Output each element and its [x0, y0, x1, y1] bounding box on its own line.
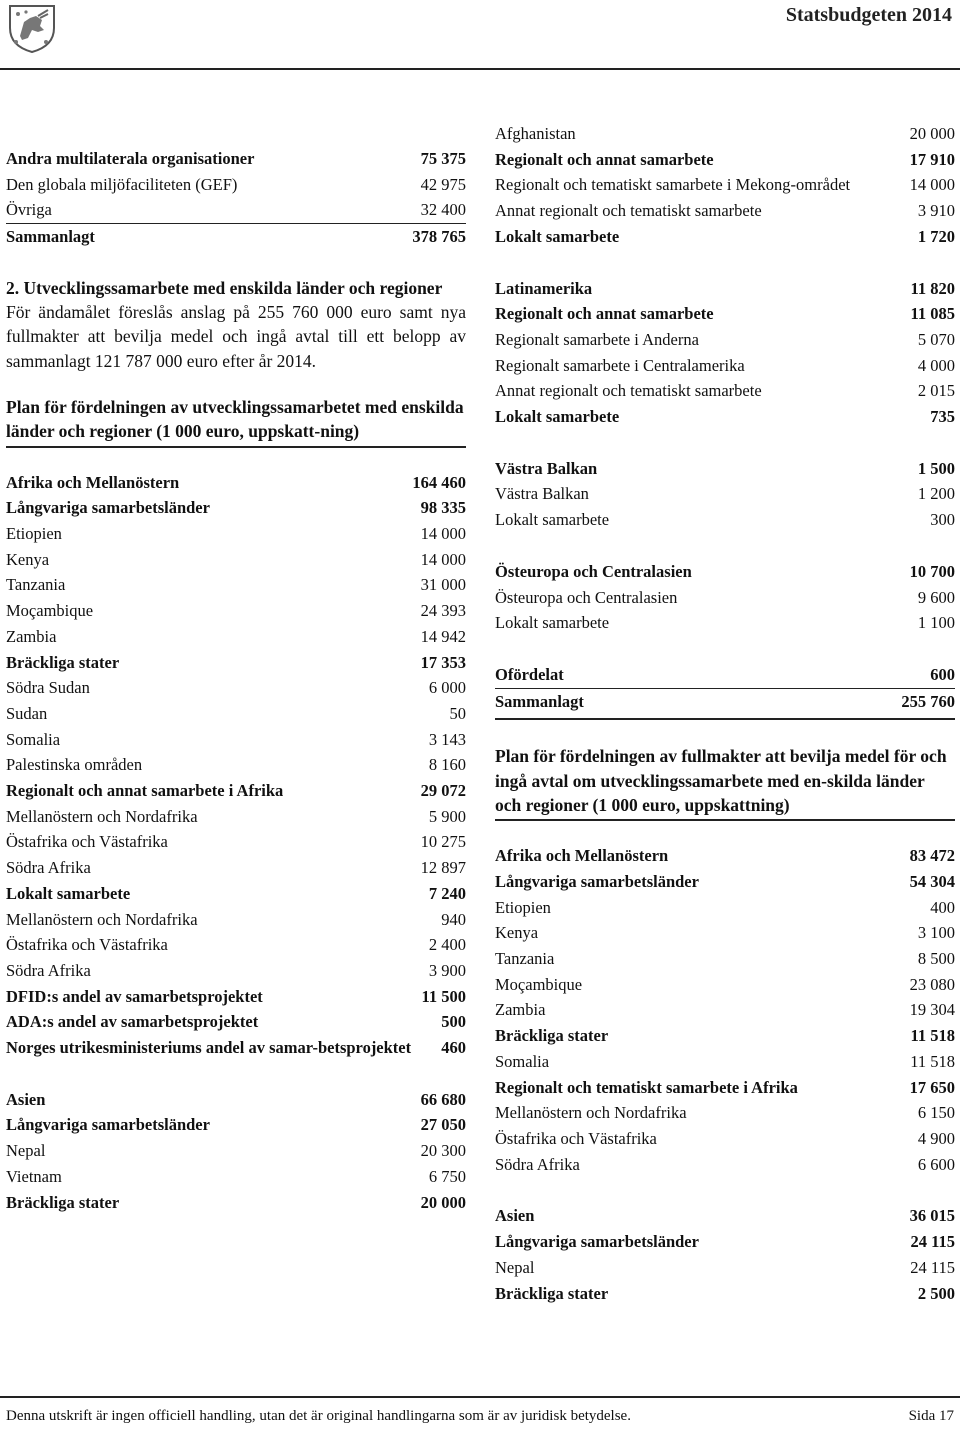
- row-value: 12 897: [420, 858, 466, 878]
- table-row: [495, 843, 955, 869]
- row-label: Regionalt och tematiskt samarbete i Afrika: [495, 1077, 798, 1097]
- table-row: [495, 456, 955, 482]
- row-label: Kenya: [495, 923, 539, 943]
- table-row: [495, 869, 955, 895]
- row-value: 20 000: [909, 124, 955, 143]
- table-row: [495, 895, 955, 921]
- row-label: Tanzania: [6, 575, 66, 595]
- row-label: Etiopien: [6, 524, 62, 543]
- table-row: [495, 1229, 955, 1255]
- row-spacer: [495, 533, 955, 559]
- table-row: [6, 958, 466, 984]
- table-row: [495, 1049, 955, 1075]
- table-row: [6, 146, 466, 172]
- table-row: [6, 984, 466, 1010]
- row-value: 378 765: [412, 227, 466, 247]
- row-value: 5 900: [428, 806, 466, 826]
- row-value: 31 000: [420, 575, 466, 595]
- row-label: Östeuropa och Centralasien: [495, 561, 692, 581]
- row-label: Andra multilaterala organisationer: [6, 149, 255, 168]
- table-row: [495, 404, 955, 430]
- row-value: 255 760: [901, 691, 955, 711]
- table-row: [6, 752, 466, 778]
- row-value: 11 518: [910, 1026, 955, 1046]
- row-value: 20 000: [420, 1192, 466, 1212]
- header-divider: [0, 68, 960, 70]
- table-row: [6, 624, 466, 650]
- multilateral-summary-table: [6, 146, 466, 250]
- table-row: [495, 378, 955, 404]
- row-label: Regionalt och annat samarbete: [495, 304, 714, 324]
- table-row: [495, 327, 955, 353]
- table-row: [495, 147, 955, 173]
- row-value: 1 500: [917, 458, 955, 478]
- row-value: 32 400: [420, 200, 466, 220]
- table-row: [6, 829, 466, 855]
- row-value: 1 100: [917, 613, 955, 633]
- row-label: Bräckliga stater: [6, 652, 120, 672]
- row-label: Långvariga samarbetsländer: [495, 1232, 699, 1252]
- row-label: Somalia: [495, 1051, 550, 1071]
- row-value: 8 500: [917, 949, 955, 969]
- table-row: [495, 121, 955, 147]
- section-body: För ändamålet föreslås anslag på 255 760 000 euro samt nya fullmakter att bevilja medel och ingå avtal till ett belopp av sammanlagt 121 787 000 euro efter år 2014.: [6, 302, 466, 371]
- row-label: Nepal: [6, 1141, 46, 1161]
- row-label: Annat regionalt och tematiskt samarbete: [495, 201, 762, 221]
- table-row: [6, 804, 466, 830]
- table-row: [6, 521, 466, 547]
- table-row: [6, 1035, 466, 1061]
- row-value: 460: [441, 1038, 466, 1058]
- row-label: Annat regionalt och tematiskt samarbete: [495, 381, 762, 401]
- row-label: Asien: [495, 1206, 535, 1226]
- table-row: [6, 1087, 466, 1113]
- row-label: Regionalt och annat samarbete i Afrika: [6, 781, 284, 801]
- row-value: 66 680: [420, 1089, 466, 1109]
- row-value: 54 304: [909, 871, 955, 891]
- table-row: [6, 932, 466, 958]
- left-column: [6, 146, 466, 1215]
- row-value: 14 942: [420, 626, 466, 646]
- row-label: Östafrika och Västafrika: [495, 1128, 657, 1148]
- row-value: 11 500: [421, 986, 466, 1006]
- table-title-authorizations: Plan för fördelningen av fullmakter att bevilja medel för och ingå avtal om utvecklingssamarbete med en-skilda länder och regioner (1 000 euro, uppskattning): [495, 746, 947, 815]
- table-row: [495, 972, 955, 998]
- row-value: 2 015: [917, 381, 955, 401]
- row-label: Moçambique: [495, 974, 583, 994]
- row-value: 11 085: [910, 304, 955, 324]
- table-row: [495, 1255, 955, 1281]
- row-label: Långvariga samarbetsländer: [6, 1115, 210, 1135]
- table-row: [495, 946, 955, 972]
- table-row: [6, 1190, 466, 1216]
- row-label: Långvariga samarbetsländer: [495, 871, 699, 891]
- distribution-table-continued: [495, 121, 955, 714]
- table-row: [6, 572, 466, 598]
- row-label: Somalia: [6, 729, 61, 749]
- row-value: 75 375: [420, 149, 466, 168]
- row-value: 1 720: [917, 226, 955, 246]
- row-value: 17 650: [909, 1077, 955, 1097]
- row-label: Moçambique: [6, 601, 94, 621]
- row-label: Den globala miljöfaciliteten (GEF): [6, 174, 238, 194]
- table-row: [495, 481, 955, 507]
- row-value: 6 750: [428, 1166, 466, 1186]
- table-row: [495, 507, 955, 533]
- row-label: Långvariga samarbetsländer: [6, 498, 210, 518]
- row-value: 300: [930, 510, 955, 530]
- row-value: 17 910: [909, 149, 955, 169]
- table-row: [495, 1023, 955, 1049]
- row-value: 9 600: [917, 587, 955, 607]
- table-row: [495, 1075, 955, 1101]
- row-value: 14 000: [909, 175, 955, 195]
- table-row: [495, 610, 955, 636]
- row-label: Nepal: [495, 1257, 535, 1277]
- authorizations-table: [495, 843, 955, 1306]
- table-row: [6, 855, 466, 881]
- row-label: Östeuropa och Centralasien: [495, 587, 678, 607]
- row-value: 4 900: [917, 1128, 955, 1148]
- table-row: [6, 907, 466, 933]
- row-value: 940: [441, 909, 466, 929]
- table-row: [495, 353, 955, 379]
- table-title-distribution: Plan för fördelningen av utvecklingssamarbetet med enskilda länder och regioner (1 000 euro, uppskatt-ning): [6, 397, 464, 442]
- total-row: [6, 223, 466, 250]
- row-label: Afghanistan: [495, 124, 576, 143]
- row-label: Zambia: [495, 1000, 546, 1020]
- table-row: [6, 470, 466, 496]
- row-label: Palestinska områden: [6, 755, 143, 775]
- row-label: Mellanöstern och Nordafrika: [495, 1103, 687, 1123]
- row-value: 20 300: [420, 1141, 466, 1161]
- table-row: [495, 301, 955, 327]
- row-value: 10 275: [420, 832, 466, 852]
- table-row: [495, 172, 955, 198]
- row-value: 14 000: [420, 524, 466, 543]
- row-value: 3 100: [917, 923, 955, 943]
- page-number: Sida 17: [908, 1408, 954, 1424]
- total-row: [495, 688, 955, 715]
- table-row: [6, 881, 466, 907]
- table-row: [6, 1009, 466, 1035]
- row-spacer: [495, 430, 955, 456]
- row-label: Västra Balkan: [495, 458, 598, 478]
- table-row: [6, 1112, 466, 1138]
- row-label: Västra Balkan: [495, 484, 589, 504]
- table-row: [6, 778, 466, 804]
- row-label: Sudan: [6, 703, 48, 723]
- row-value: 6 150: [917, 1103, 955, 1123]
- row-label: Södra Afrika: [495, 1154, 580, 1174]
- table-row: [495, 997, 955, 1023]
- row-label: Ofördelat: [495, 664, 564, 684]
- table-row: [6, 547, 466, 573]
- row-spacer: [495, 1177, 955, 1203]
- table-row: [6, 172, 466, 198]
- table-row: [6, 727, 466, 753]
- row-label: Östafrika och Västafrika: [6, 832, 168, 852]
- row-value: 27 050: [420, 1115, 466, 1135]
- table-row: [6, 1164, 466, 1190]
- row-value: 83 472: [909, 846, 955, 866]
- row-label: Mellanöstern och Nordafrika: [6, 806, 198, 826]
- row-label: Lokalt samarbete: [6, 883, 131, 903]
- row-value: 42 975: [420, 174, 466, 194]
- row-label: Södra Afrika: [6, 858, 91, 878]
- row-label: Bräckliga stater: [495, 1026, 609, 1046]
- section-heading: 2. Utvecklingssamarbete med enskilda länder och regioner: [6, 277, 443, 298]
- table-row: [495, 1281, 955, 1307]
- row-label: Bräckliga stater: [495, 1283, 609, 1303]
- row-value: 29 072: [420, 781, 466, 801]
- row-value: 3 143: [428, 729, 466, 749]
- row-label: Mellanöstern och Nordafrika: [6, 909, 198, 929]
- row-value: 24 115: [910, 1232, 955, 1252]
- row-label: Vietnam: [6, 1166, 62, 1186]
- table-row: [495, 198, 955, 224]
- row-value: 4 000: [917, 355, 955, 375]
- row-value: 2 400: [428, 935, 466, 955]
- table-row: [495, 920, 955, 946]
- table-title-rule: [6, 446, 466, 448]
- table-row: [495, 1100, 955, 1126]
- row-value: 5 070: [917, 329, 955, 349]
- row-value: 23 080: [909, 974, 955, 994]
- row-label: Lokalt samarbete: [495, 613, 610, 633]
- table-row: [6, 650, 466, 676]
- row-label: Sammanlagt: [495, 691, 584, 711]
- row-value: 10 700: [909, 561, 955, 581]
- row-value: 14 000: [420, 549, 466, 569]
- row-label: Regionalt samarbete i Anderna: [495, 329, 699, 349]
- table-row: [6, 197, 466, 223]
- table-row: [6, 495, 466, 521]
- row-value: 6 000: [428, 678, 466, 698]
- row-spacer: [495, 250, 955, 276]
- row-value: 3 910: [917, 201, 955, 221]
- row-label: Etiopien: [495, 897, 551, 917]
- row-label: Bräckliga stater: [6, 1192, 120, 1212]
- row-value: 50: [449, 703, 466, 723]
- coat-of-arms-logo: [4, 2, 60, 54]
- document-header-title: Statsbudgeten 2014: [785, 4, 952, 26]
- row-value: 24 115: [910, 1257, 955, 1277]
- row-value: 735: [930, 407, 955, 427]
- distribution-table: [6, 470, 466, 1216]
- row-spacer: [6, 1061, 466, 1087]
- row-label: Lokalt samarbete: [495, 226, 620, 246]
- row-value: 8 160: [428, 755, 466, 775]
- row-label: DFID:s andel av samarbetsprojektet: [6, 986, 263, 1006]
- row-label: Latinamerika: [495, 278, 593, 298]
- row-label: Kenya: [6, 549, 50, 569]
- row-label: Zambia: [6, 626, 57, 646]
- right-column: [495, 121, 955, 1306]
- table-row: [495, 662, 955, 688]
- row-label: Afrika och Mellanöstern: [495, 846, 669, 866]
- row-label: Sammanlagt: [6, 227, 95, 247]
- row-value: 6 600: [917, 1154, 955, 1174]
- row-label: Asien: [6, 1089, 46, 1109]
- row-value: 1 200: [917, 484, 955, 504]
- table-row: [6, 675, 466, 701]
- table-title-rule: [495, 819, 955, 821]
- row-label: Regionalt och tematiskt samarbete i Mekong-området: [495, 175, 851, 195]
- row-value: 11 820: [910, 278, 955, 298]
- table-row: [495, 1152, 955, 1178]
- row-label: Södra Sudan: [6, 678, 90, 698]
- row-label: Tanzania: [495, 949, 555, 969]
- row-value: 7 240: [428, 883, 466, 903]
- row-label: ADA:s andel av samarbetsprojektet: [6, 1012, 259, 1032]
- row-label: Övriga: [6, 200, 52, 220]
- row-value: 2 500: [917, 1283, 955, 1303]
- table-row: [495, 276, 955, 302]
- row-value: 500: [441, 1012, 466, 1032]
- row-value: 36 015: [909, 1206, 955, 1226]
- row-value: 11 518: [910, 1051, 955, 1071]
- row-label: Afrika och Mellanöstern: [6, 472, 180, 492]
- row-label: Södra Afrika: [6, 960, 91, 980]
- table-row: [495, 1203, 955, 1229]
- row-value: 17 353: [420, 652, 466, 672]
- table-row: [495, 1126, 955, 1152]
- row-value: 3 900: [428, 960, 466, 980]
- row-value: 164 460: [412, 472, 466, 492]
- footer-divider: [0, 1396, 960, 1398]
- table-row: [6, 598, 466, 624]
- table-row: [495, 559, 955, 585]
- row-label: Norges utrikesministeriums andel av samar-betsprojektet: [6, 1038, 412, 1058]
- table-row: [495, 585, 955, 611]
- row-value: 19 304: [909, 1000, 955, 1020]
- row-value: 400: [930, 897, 955, 917]
- footer-disclaimer: Denna utskrift är ingen officiell handling, utan det är original handlingarna som är av juridisk betydelse.: [6, 1408, 631, 1424]
- row-label: Lokalt samarbete: [495, 510, 610, 530]
- row-label: Regionalt samarbete i Centralamerika: [495, 355, 745, 375]
- table-row: [6, 701, 466, 727]
- table-row: [6, 1138, 466, 1164]
- row-value: 600: [930, 664, 955, 684]
- table-row: [495, 224, 955, 250]
- row-label: Östafrika och Västafrika: [6, 935, 168, 955]
- row-label: Regionalt och annat samarbete: [495, 149, 714, 169]
- row-value: 24 393: [420, 601, 466, 621]
- row-label: Lokalt samarbete: [495, 407, 620, 427]
- row-value: 98 335: [420, 498, 466, 518]
- row-spacer: [495, 636, 955, 662]
